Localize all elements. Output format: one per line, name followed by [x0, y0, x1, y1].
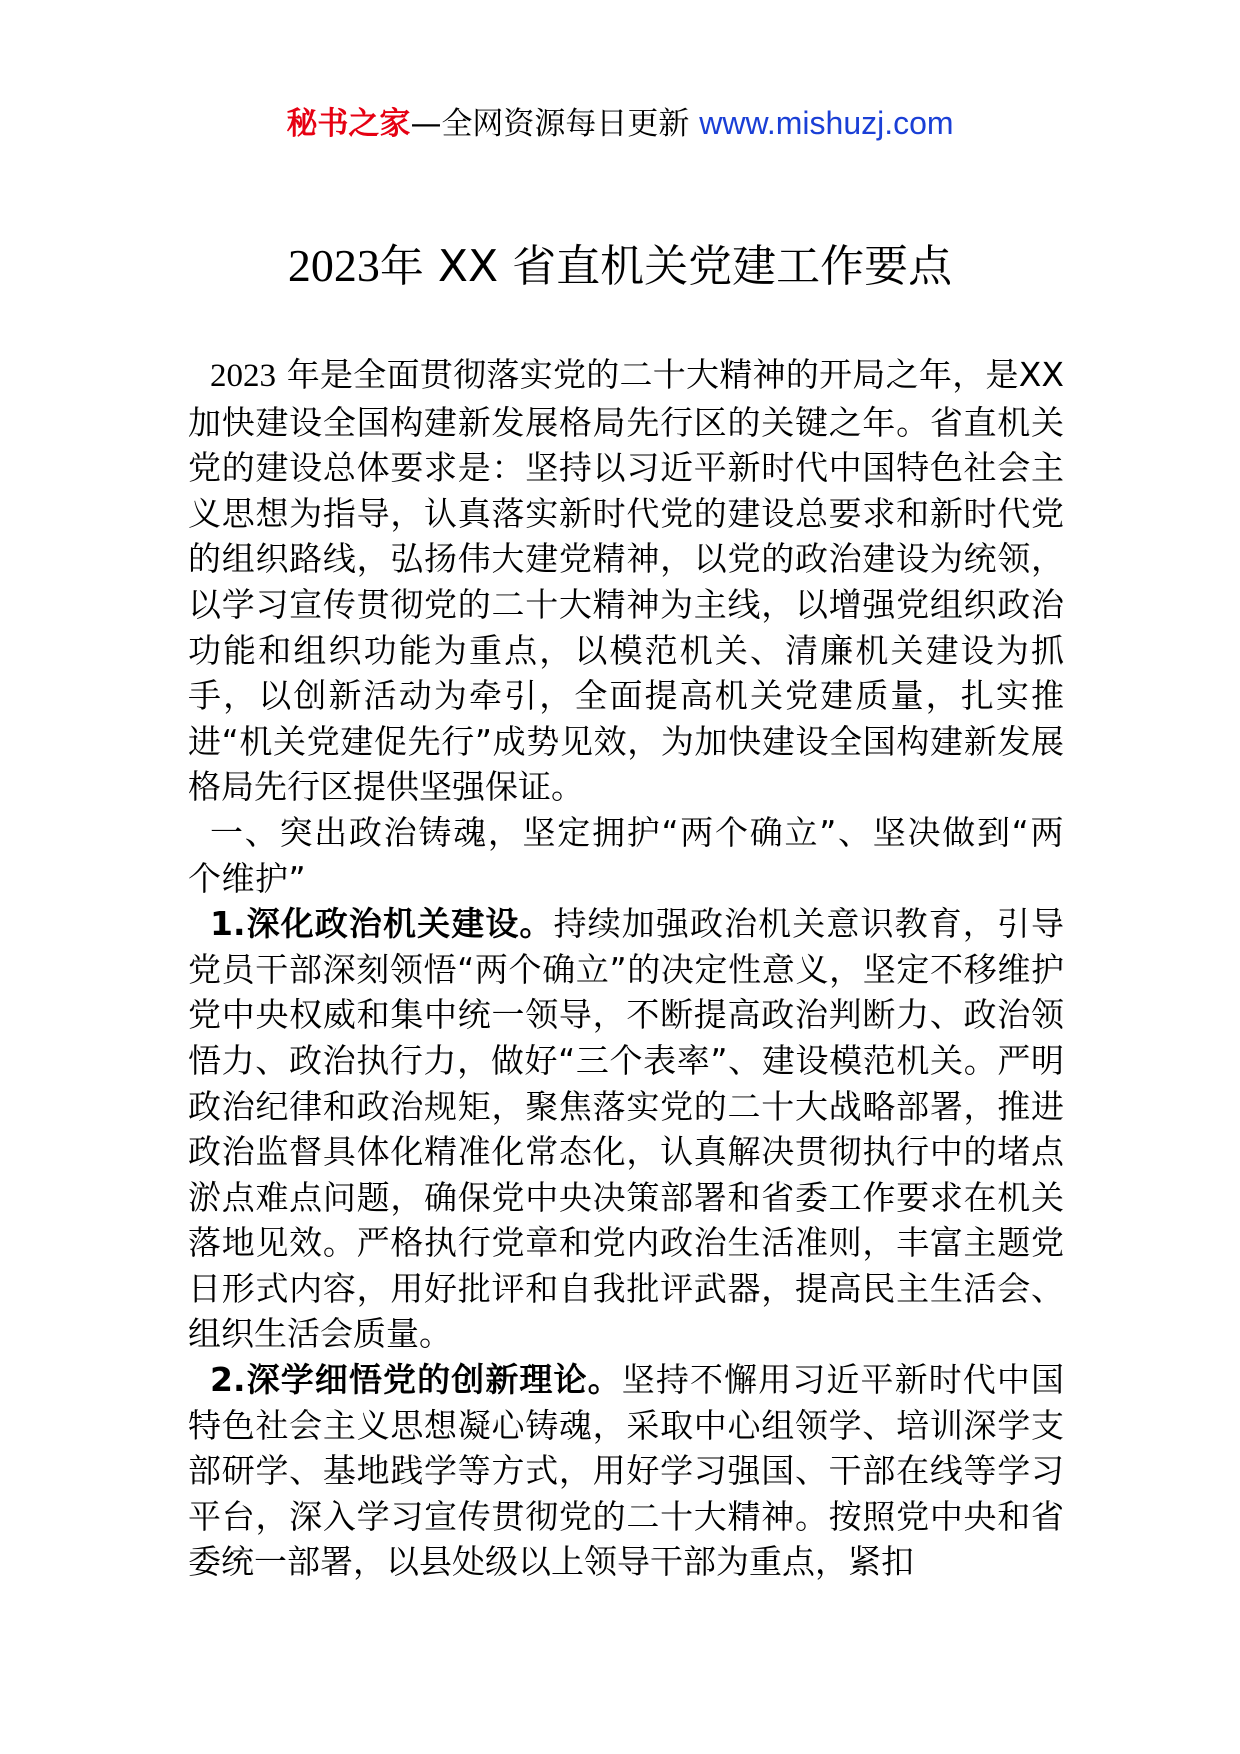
- document-title: [0, 236, 1240, 297]
- site-brand: 秘书之家: [286, 106, 411, 142]
- intro-paragraph: [188, 352, 1064, 810]
- site-tagline: —全网资源每日更新: [410, 106, 690, 142]
- item-text-2: 坚持不懈用习近平新时代中国特色社会主义思想凝心铸魂，采取中心组领学、培训深学支部研学、基地践学等方式，用好学习强国、干部在线等学习平台，深入学习宣传贯彻党的二十大精神。按照党中央和省委统一部署，以县处级以上领导干部为重点，紧扣: [188, 1360, 1065, 1582]
- document-body: [188, 352, 1064, 1585]
- site-header: [0, 100, 1240, 147]
- section-heading-1: 一、突出政治铸魂，坚定拥护“两个确立”、坚决做到“两个维护”: [188, 812, 1064, 898]
- item-text-1: 持续加强政治机关意识教育，引导党员干部深刻领悟“两个确立”的决定性意义，坚定不移维护党中央权威和集中统一领导，不断提高政治判断力、政治领悟力、政治执行力，做好“三个表率”、建设模范机关。严明政治纪律和政治规矩，聚焦落实党的二十大战略部署，推进政治监督具体化精准化常态化，认真解决贯彻执行中的堵点淤点难点问题，确保党中央决策部署和省委工作要求在机关落地见效。严格执行党章和党内政治生活准则，丰富主题党日形式内容，用好批评和自我批评武器，提高民主生活会、组织生活会质量。: [188, 904, 1065, 1354]
- intro-text: 年是全面贯彻落实党的二十大精神的开局之年，是XX 加快建设全国构建新发展格局先行区的关键之年。省直机关党的建设总体要求是：坚持以习近平新时代中国特色社会主义思想为指导，认真落实新时代党的建设总要求和新时代党的组织路线，弘扬伟大建党精神，以党的政治建设为统领，以学习宣传贯彻党的二十大精神为主线，以增强党组织政治功能和组织功能为重点，以模范机关、清廉机关建设为抓手，以创新活动为牵引，全面提高机关党建质量，扎实推进“机关党建促先行”成势见效，为加快建设全国构建新发展格局先行区提供坚强保证。: [188, 355, 1064, 807]
- document-title-year: 2023: [287, 240, 380, 291]
- item-paragraph-1: [188, 901, 1064, 1357]
- item-paragraph-2: [188, 1357, 1064, 1585]
- document-title-text: 年 XX 省直机关党建工作要点: [379, 241, 953, 292]
- item-title-2: 2.深学细悟党的创新理论。: [210, 1360, 622, 1400]
- site-url-link[interactable]: www.mishuzj.com: [699, 105, 954, 141]
- item-title-1: 1.深化政治机关建设。: [210, 904, 554, 944]
- intro-year: 2023: [210, 358, 276, 394]
